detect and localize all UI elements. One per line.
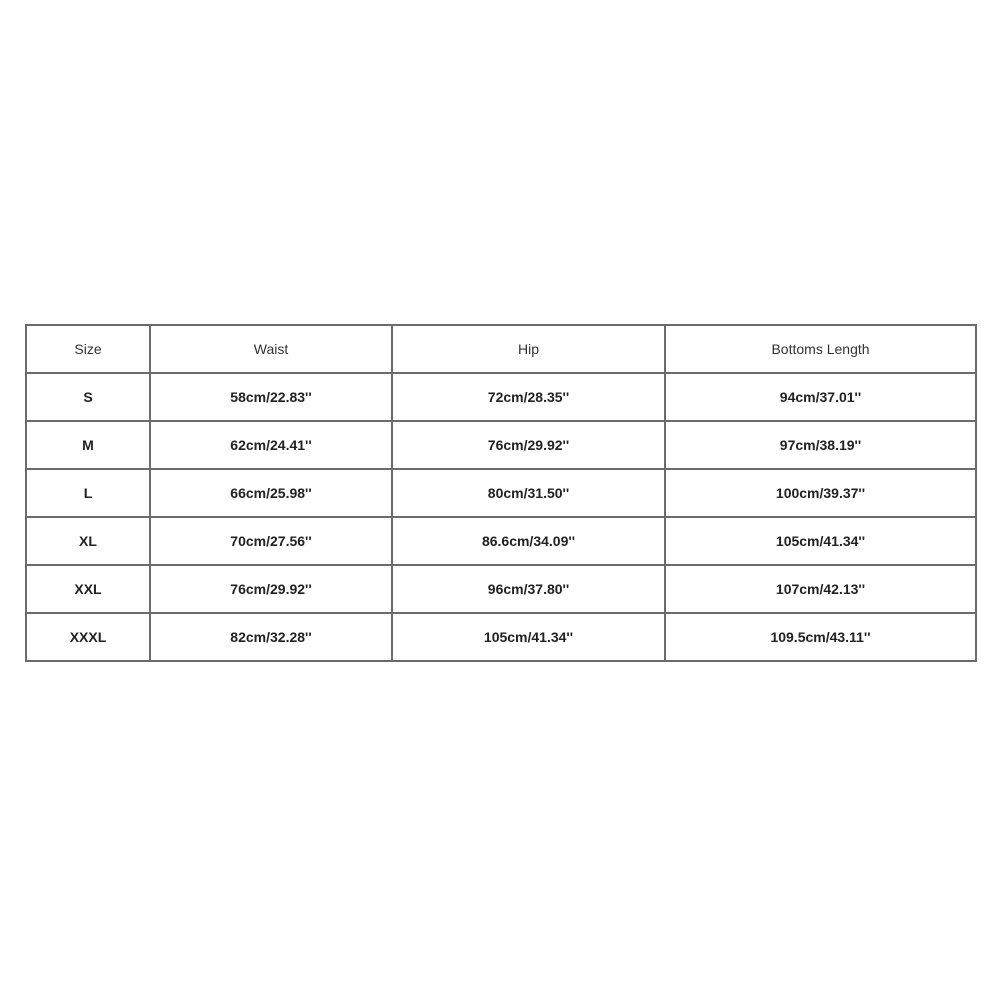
cell-bottoms-length: 105cm/41.34'' bbox=[665, 517, 976, 565]
cell-waist: 76cm/29.92'' bbox=[150, 565, 392, 613]
table-row bbox=[26, 421, 976, 469]
cell-waist: 58cm/22.83'' bbox=[150, 373, 392, 421]
cell-bottoms-length: 94cm/37.01'' bbox=[665, 373, 976, 421]
cell-size: XXL bbox=[26, 565, 150, 613]
cell-size: M bbox=[26, 421, 150, 469]
cell-hip: 72cm/28.35'' bbox=[392, 373, 665, 421]
cell-bottoms-length: 100cm/39.37'' bbox=[665, 469, 976, 517]
cell-size: XL bbox=[26, 517, 150, 565]
header-waist: Waist bbox=[150, 325, 392, 373]
cell-hip: 96cm/37.80'' bbox=[392, 565, 665, 613]
table-row bbox=[26, 373, 976, 421]
cell-hip: 80cm/31.50'' bbox=[392, 469, 665, 517]
cell-size: L bbox=[26, 469, 150, 517]
size-chart-table bbox=[25, 324, 977, 662]
cell-size: S bbox=[26, 373, 150, 421]
cell-bottoms-length: 109.5cm/43.11'' bbox=[665, 613, 976, 661]
cell-waist: 66cm/25.98'' bbox=[150, 469, 392, 517]
header-bottoms-length: Bottoms Length bbox=[665, 325, 976, 373]
cell-size: XXXL bbox=[26, 613, 150, 661]
header-size: Size bbox=[26, 325, 150, 373]
cell-bottoms-length: 107cm/42.13'' bbox=[665, 565, 976, 613]
cell-hip: 86.6cm/34.09'' bbox=[392, 517, 665, 565]
table-row bbox=[26, 565, 976, 613]
table-header-row bbox=[26, 325, 976, 373]
table-row bbox=[26, 517, 976, 565]
cell-waist: 82cm/32.28'' bbox=[150, 613, 392, 661]
cell-hip: 76cm/29.92'' bbox=[392, 421, 665, 469]
cell-waist: 70cm/27.56'' bbox=[150, 517, 392, 565]
header-hip: Hip bbox=[392, 325, 665, 373]
table-row bbox=[26, 613, 976, 661]
cell-bottoms-length: 97cm/38.19'' bbox=[665, 421, 976, 469]
cell-waist: 62cm/24.41'' bbox=[150, 421, 392, 469]
table-row bbox=[26, 469, 976, 517]
cell-hip: 105cm/41.34'' bbox=[392, 613, 665, 661]
